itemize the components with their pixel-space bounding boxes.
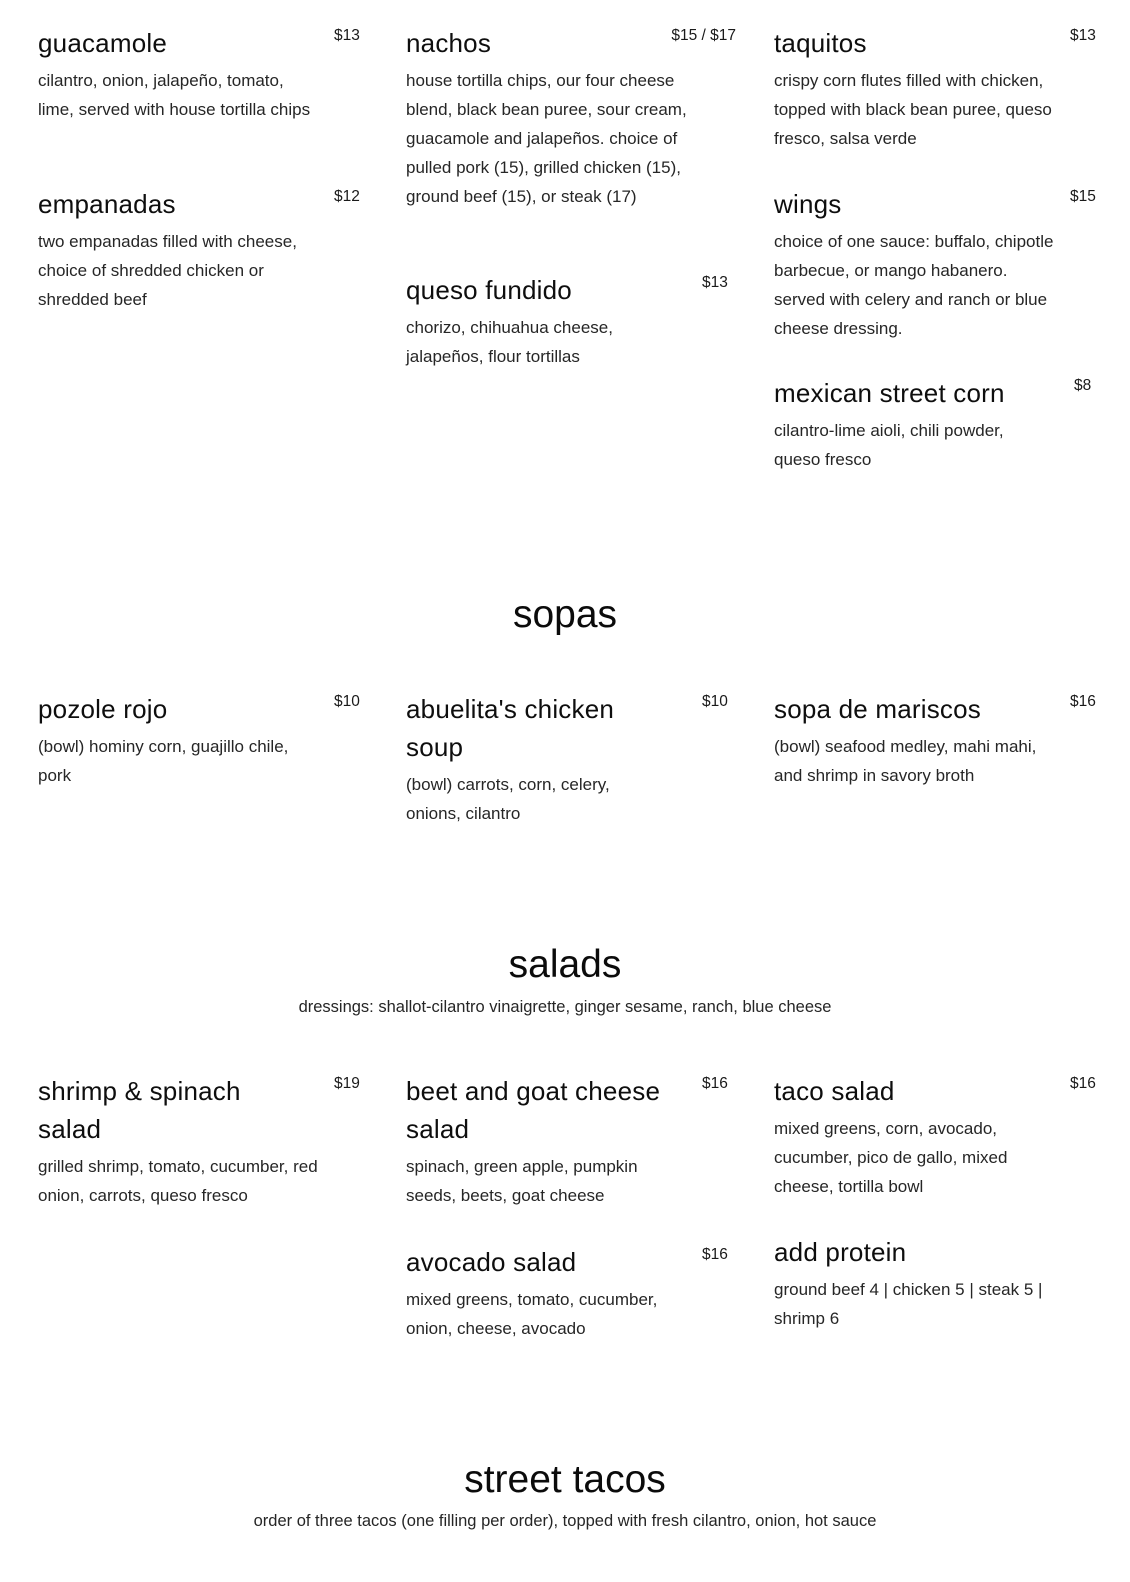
item-description: chorizo, chihuahua cheese, jalapeños, flour tortillas bbox=[406, 318, 613, 366]
item-price: $15 bbox=[1070, 188, 1096, 205]
item-description: grilled shrimp, tomato, cucumber, red onion, carrots, queso fresco bbox=[38, 1157, 318, 1205]
item-price: $10 bbox=[702, 693, 728, 710]
menu-item-beet-goat-cheese-salad bbox=[406, 1072, 728, 1210]
item-description: ground beef 4 | chicken 5 | steak 5 | shrimp 6 bbox=[774, 1280, 1043, 1328]
menu-item-queso-fundido bbox=[406, 271, 728, 371]
section-subtitle-dressings: dressings: shallot-cilantro vinaigrette, ginger sesame, ranch, blue cheese bbox=[298, 998, 832, 1016]
item-price: $16 bbox=[702, 1075, 728, 1092]
menu-item-taco-salad bbox=[774, 1072, 1096, 1201]
item-name: wings bbox=[774, 189, 842, 219]
item-price: $13 bbox=[334, 27, 360, 44]
item-price: $16 bbox=[702, 1246, 728, 1263]
item-name: pozole rojo bbox=[38, 694, 168, 724]
menu-item-shrimp-spinach-salad bbox=[38, 1072, 360, 1210]
item-description: two empanadas filled with cheese, choice of shredded chicken or shredded beef bbox=[38, 232, 297, 309]
item-name: taquitos bbox=[774, 28, 867, 58]
menu-item-taquitos bbox=[774, 24, 1096, 153]
item-description: spinach, green apple, pumpkin seeds, beets, goat cheese bbox=[406, 1157, 638, 1205]
section-subtitle-street-tacos: order of three tacos (one filling per order), topped with fresh cilantro, onion, hot sauce bbox=[253, 1512, 877, 1530]
item-price: $19 bbox=[334, 1075, 360, 1092]
menu-item-wings bbox=[774, 185, 1096, 343]
menu-item-abuelitas-chicken-soup bbox=[406, 690, 728, 828]
item-price: $10 bbox=[334, 693, 360, 710]
item-price: $13 bbox=[1070, 27, 1096, 44]
item-description: house tortilla chips, our four cheese blend, black bean puree, sour cream, guacamole and jalapeños. choice of pulled pork (15), grilled chicken (15), ground beef (15), or steak (17) bbox=[406, 71, 687, 206]
item-name: add protein bbox=[774, 1237, 907, 1267]
item-price: $8 bbox=[1074, 377, 1092, 394]
item-price: $15 / $17 bbox=[671, 27, 736, 44]
section-title-salads: salads bbox=[508, 943, 622, 986]
item-name: abuelita's chicken soup bbox=[406, 694, 615, 762]
item-name: guacamole bbox=[38, 28, 167, 58]
item-description: (bowl) seafood medley, mahi mahi, and shrimp in savory broth bbox=[774, 737, 1037, 785]
item-description: mixed greens, corn, avocado, cucumber, pico de gallo, mixed cheese, tortilla bowl bbox=[774, 1119, 1008, 1196]
menu-item-empanadas bbox=[38, 185, 360, 314]
item-description: cilantro, onion, jalapeño, tomato, lime, served with house tortilla chips bbox=[38, 71, 311, 119]
menu-item-mexican-street-corn bbox=[774, 374, 1092, 474]
item-name: taco salad bbox=[774, 1076, 895, 1106]
item-price: $16 bbox=[1070, 693, 1096, 710]
section-title-sopas: sopas bbox=[512, 593, 618, 636]
item-description: crispy corn flutes filled with chicken, topped with black bean puree, queso fresco, salsa verde bbox=[774, 71, 1052, 148]
item-name: empanadas bbox=[38, 189, 176, 219]
item-description: choice of one sauce: buffalo, chipotle barbecue, or mango habanero. served with celery and ranch or blue cheese dressing. bbox=[774, 232, 1054, 338]
item-description: cilantro-lime aioli, chili powder, queso fresco bbox=[774, 421, 1004, 469]
menu-item-pozole-rojo bbox=[38, 690, 360, 790]
item-description: mixed greens, tomato, cucumber, onion, cheese, avocado bbox=[406, 1290, 658, 1338]
item-description: (bowl) hominy corn, guajillo chile, pork bbox=[38, 737, 289, 785]
item-name: mexican street corn bbox=[774, 378, 1005, 408]
item-price: $16 bbox=[1070, 1075, 1096, 1092]
menu-item-sopa-de-mariscos bbox=[774, 690, 1096, 790]
item-price: $12 bbox=[334, 188, 360, 205]
menu-item-nachos bbox=[406, 24, 736, 211]
item-name: sopa de mariscos bbox=[774, 694, 981, 724]
menu-item-avocado-salad bbox=[406, 1243, 728, 1343]
menu-item-add-protein bbox=[774, 1233, 1059, 1333]
section-title-street-tacos: street tacos bbox=[464, 1458, 666, 1501]
item-name: beet and goat cheese salad bbox=[406, 1076, 661, 1144]
item-name: queso fundido bbox=[406, 275, 572, 305]
menu-item-guacamole bbox=[38, 24, 360, 124]
item-name: avocado salad bbox=[406, 1247, 577, 1277]
item-name: nachos bbox=[406, 28, 492, 58]
item-name: shrimp & spinach salad bbox=[38, 1076, 241, 1144]
item-price: $13 bbox=[702, 274, 728, 291]
item-description: (bowl) carrots, corn, celery, onions, cilantro bbox=[406, 775, 610, 823]
